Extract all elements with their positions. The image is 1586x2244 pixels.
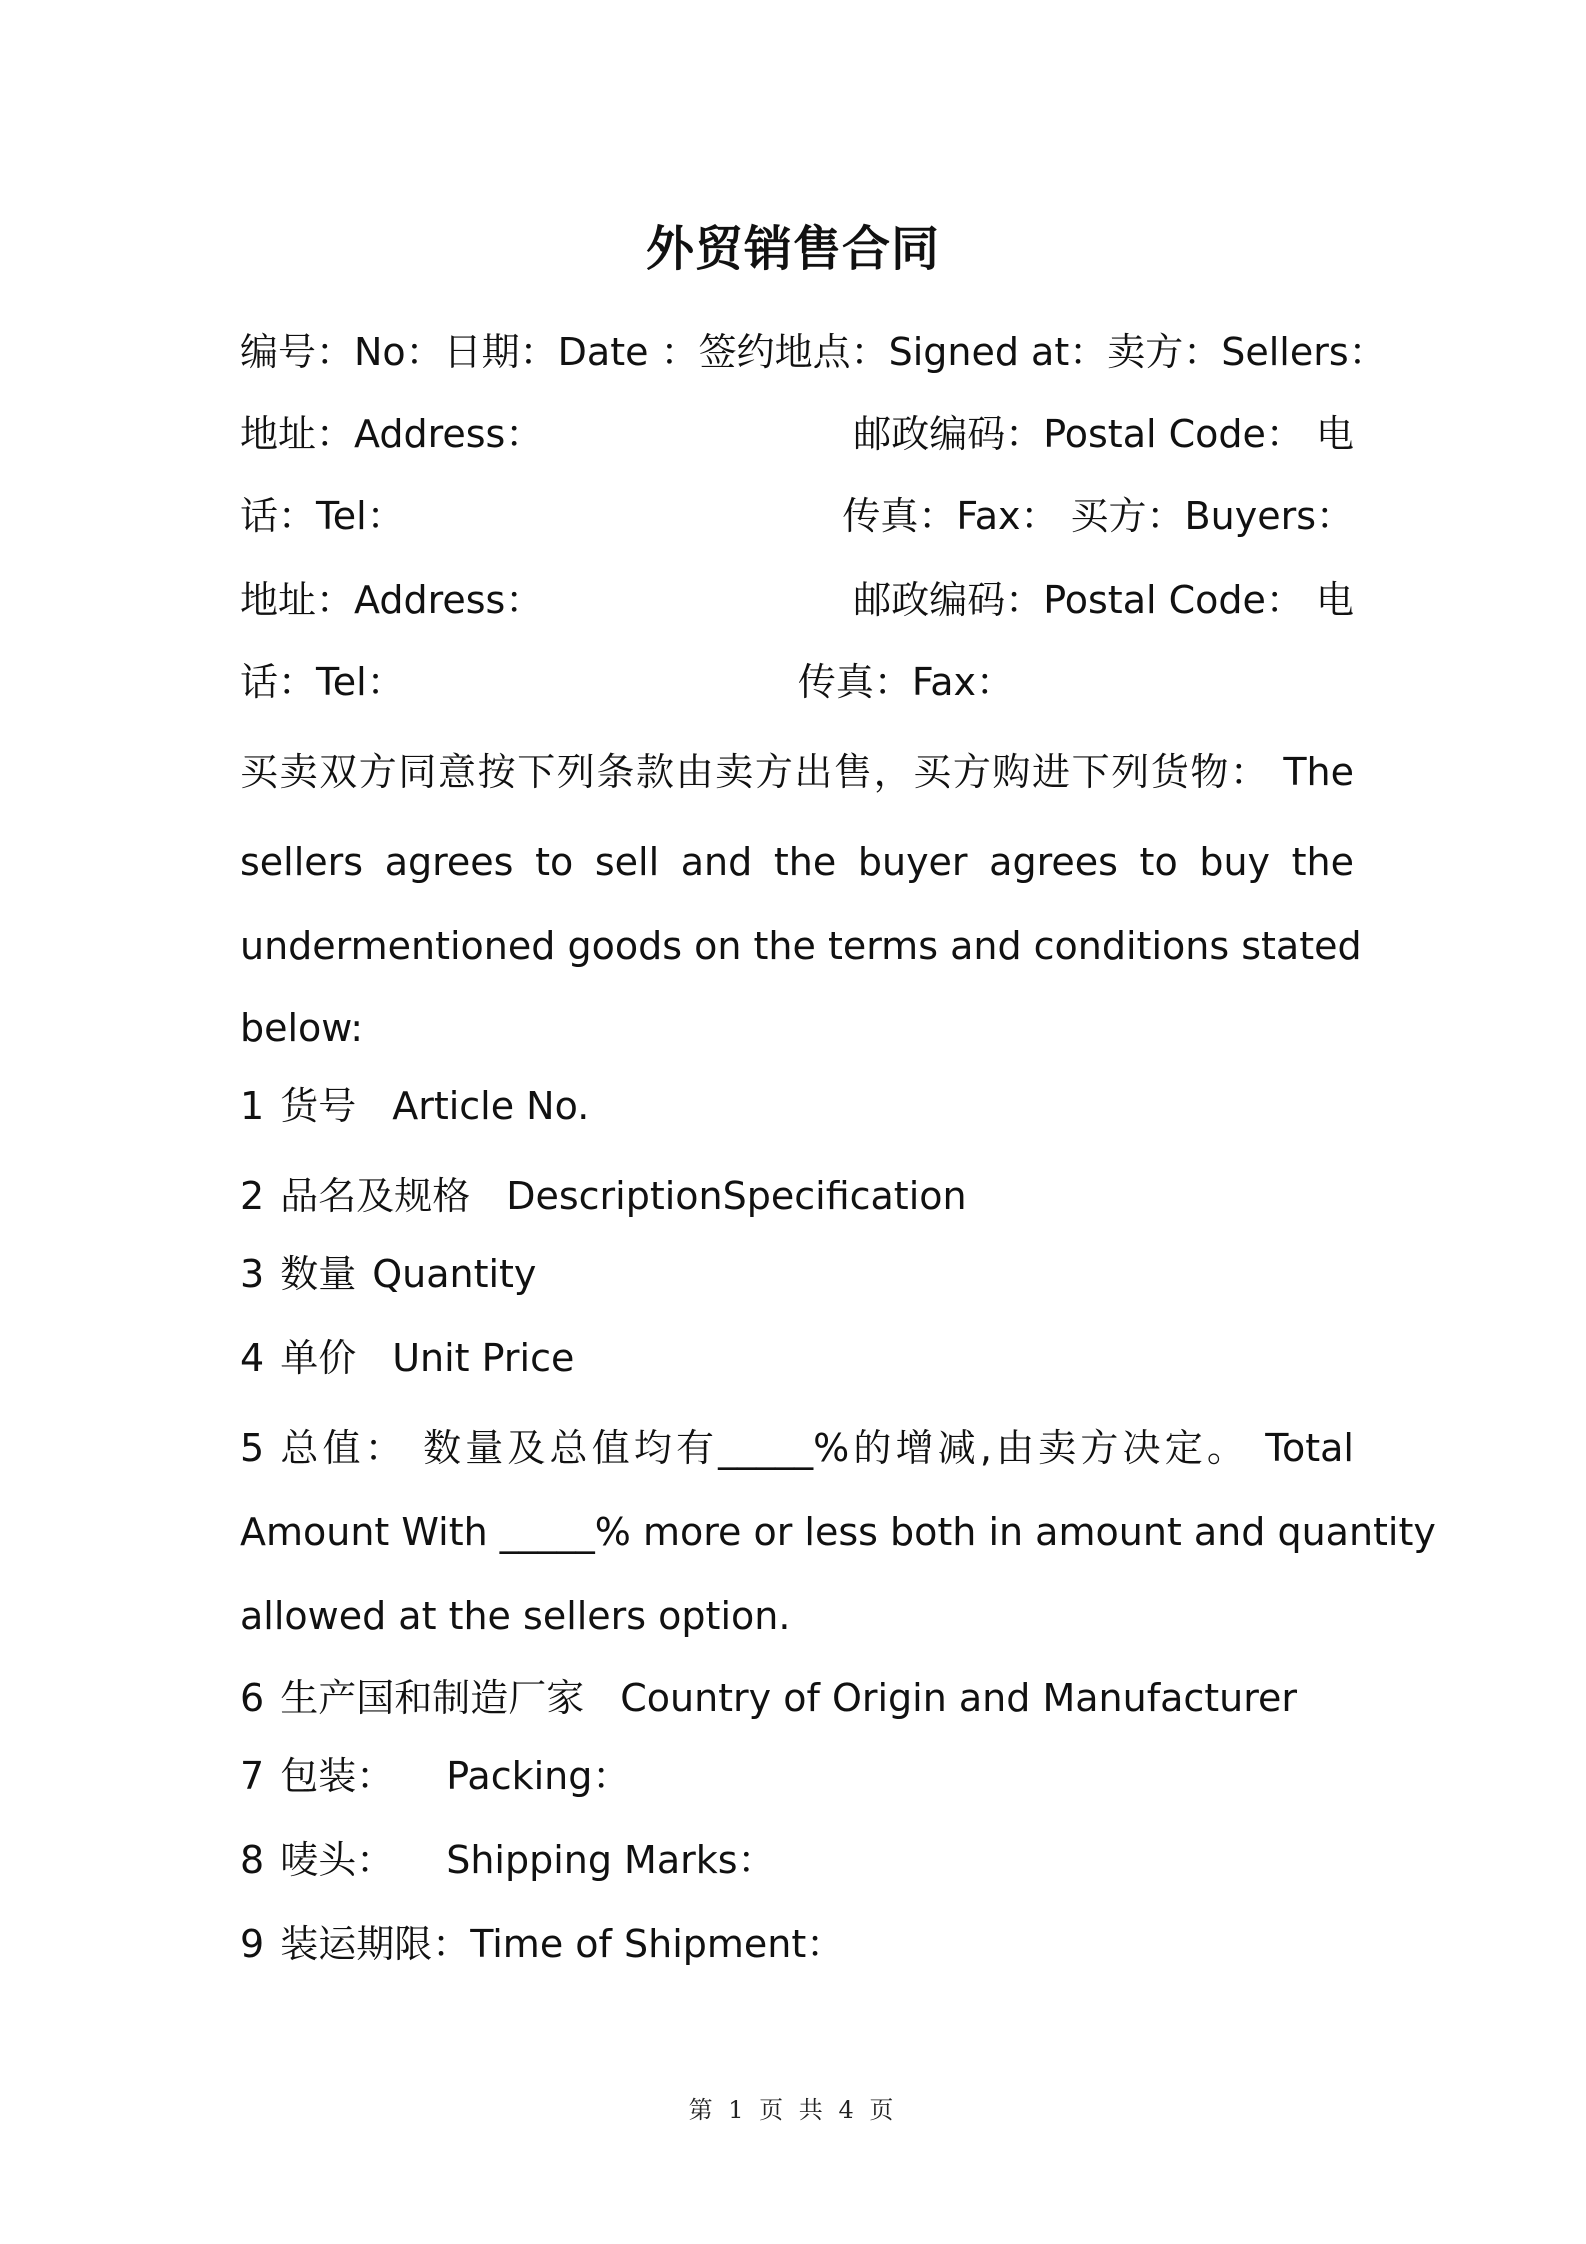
clause-6 [240, 1674, 1354, 1722]
clause-5-line-2: Amount With _____% more or less both in amount and quantity [240, 1510, 1436, 1554]
clause-3-en: Quantity [372, 1252, 537, 1296]
clause-8-en: Shipping Marks： [446, 1838, 776, 1882]
clause-4 [240, 1334, 1354, 1382]
clause-8-cn: 唛头： [280, 1838, 395, 1882]
buyer-address-label: 地址：Address： [240, 578, 544, 622]
intro-line-4: below: [240, 1006, 364, 1050]
clause-1-number: 1 [240, 1084, 265, 1128]
buyer-postal-label: 邮政编码：Postal Code： 电 [853, 578, 1354, 622]
clause-9-en: Time of Shipment： [470, 1922, 845, 1966]
buyer-tel-label: 话：Tel： [240, 660, 405, 704]
clause-6-en: Country of Origin and Manufacturer [620, 1676, 1298, 1720]
buyer-tel-line [240, 658, 1354, 706]
clause-4-cn: 单价 [280, 1336, 357, 1380]
clause-3-number: 3 [240, 1252, 265, 1296]
buyer-fax-label: 传真：Fax： [797, 660, 1014, 704]
header-line-1: 编号：No：日期：Date ：签约地点：Signed at：卖方：Sellers： [240, 330, 1387, 374]
clause-6-cn: 生产国和制造厂家 [280, 1676, 585, 1720]
buyer-address-line [240, 576, 1354, 624]
clause-9 [240, 1920, 1354, 1968]
clause-3 [240, 1250, 1354, 1298]
clause-1-en: Article No. [392, 1084, 590, 1128]
clause-2-en: DescriptionSpecification [506, 1174, 967, 1218]
clause-1-cn: 货号 [280, 1084, 357, 1128]
page-footer: 第 1 页 共 4 页 [688, 2096, 898, 2124]
clause-2 [240, 1172, 1354, 1220]
clause-3-cn: 数量 [280, 1252, 357, 1296]
clause-4-en: Unit Price [392, 1336, 575, 1380]
clause-7-cn: 包装： [280, 1754, 395, 1798]
document-title: 外贸销售合同 [645, 221, 940, 277]
clause-8 [240, 1836, 1354, 1884]
clause-4-number: 4 [240, 1336, 265, 1380]
seller-tel-label: 话：Tel： [240, 494, 405, 538]
clause-8-number: 8 [240, 1838, 265, 1882]
clause-9-number: 9 [240, 1922, 265, 1966]
intro-line-3: undermentioned goods on the terms and conditions stated [240, 924, 1362, 968]
intro-line-1: 买卖双方同意按下列条款由卖方出售，买方购进下列货物： The [240, 750, 1354, 794]
seller-tel-line [240, 492, 1354, 540]
clause-9-cn: 装运期限： [280, 1922, 471, 1966]
clause-7-number: 7 [240, 1754, 265, 1798]
clause-5-line-3: allowed at the sellers option. [240, 1594, 791, 1638]
clause-5-line-1: 5 总值： 数量及总值均有_____%的增减,由卖方决定。 Total [240, 1426, 1354, 1470]
clause-7 [240, 1752, 1354, 1800]
seller-fax-buyer-label: 传真：Fax： 买方：Buyers： [842, 494, 1354, 538]
seller-address-label: 地址：Address： [240, 412, 544, 456]
clause-6-number: 6 [240, 1676, 265, 1720]
intro-line-2: sellers agrees to sell and the buyer agrees to buy the [240, 840, 1354, 884]
clause-7-en: Packing： [446, 1754, 631, 1798]
clause-2-number: 2 [240, 1174, 265, 1218]
seller-address-line [240, 410, 1354, 458]
clause-1 [240, 1082, 1354, 1130]
seller-postal-label: 邮政编码：Postal Code： 电 [853, 412, 1354, 456]
clause-2-cn: 品名及规格 [280, 1174, 471, 1218]
